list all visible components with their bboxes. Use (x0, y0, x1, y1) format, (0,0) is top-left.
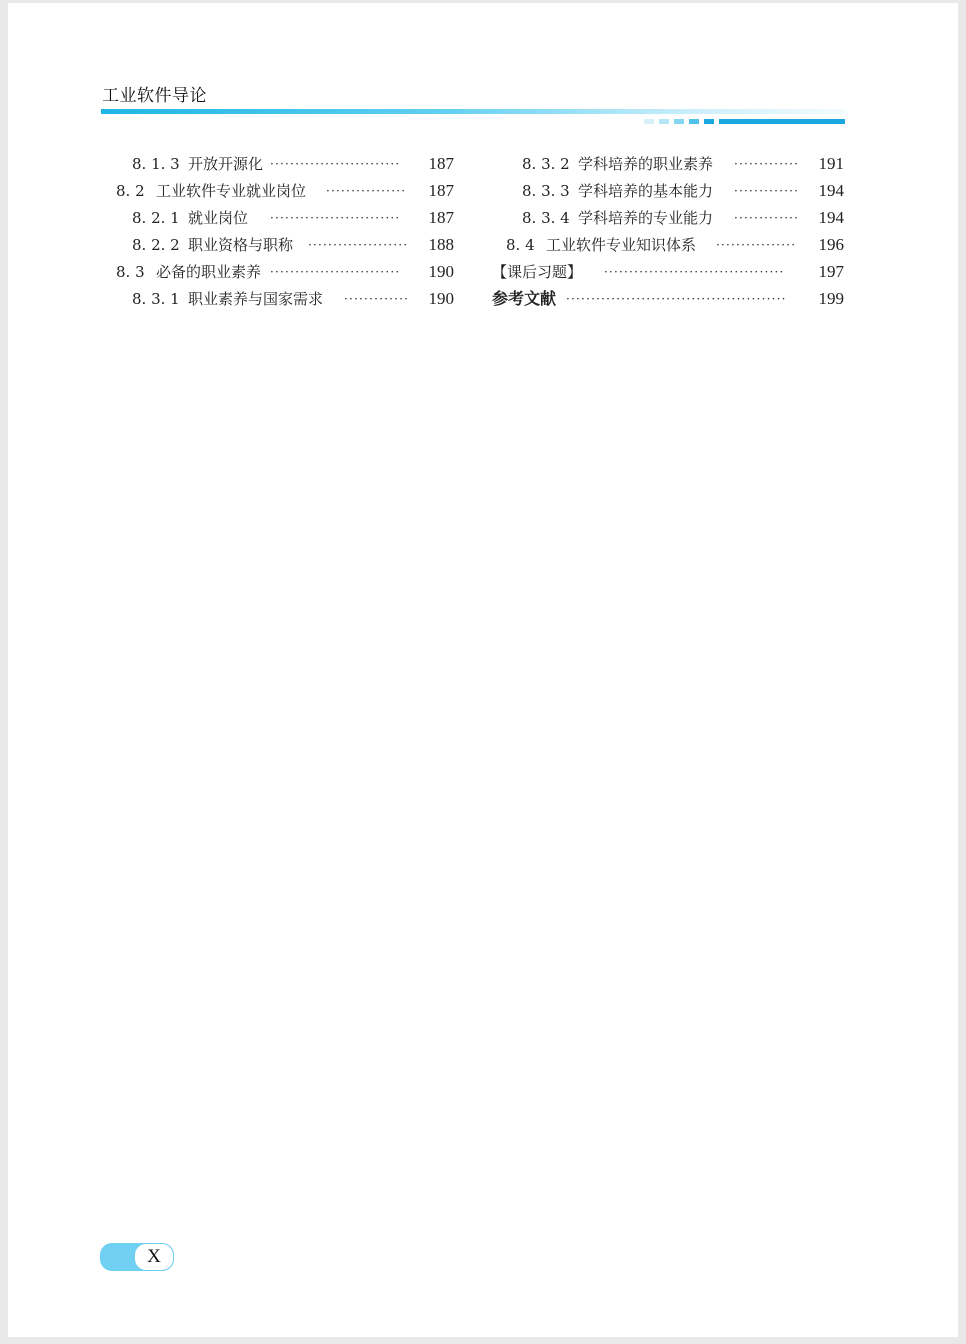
page-number-label: X (134, 1243, 174, 1271)
header-decor-square (644, 119, 654, 124)
header-decor-square (689, 119, 699, 124)
toc-number: 8. 1. 3 (132, 155, 180, 173)
toc-dot-leader: ············· (734, 184, 800, 198)
toc-number: 8. 2 (116, 182, 145, 200)
toc-title: 必备的职业素养 (156, 263, 262, 281)
header-gradient-rule (101, 109, 845, 114)
toc-dot-leader: ············· (734, 157, 800, 171)
toc-page-number: 194 (818, 208, 844, 227)
toc-number: 8. 4 (506, 236, 535, 254)
toc-entry-8-2-1[interactable] (132, 206, 454, 230)
header-decor-square (704, 119, 714, 124)
toc-title: 职业素养与国家需求 (188, 290, 324, 308)
toc-page-number: 197 (818, 262, 844, 281)
toc-dot-leader: ············································ (566, 292, 787, 306)
running-header-title: 工业软件导论 (102, 86, 207, 106)
toc-title: 工业软件专业就业岗位 (156, 182, 307, 200)
header-decor-square (674, 119, 684, 124)
toc-number: 8. 3 (116, 263, 145, 281)
toc-page-number: 188 (428, 235, 454, 254)
toc-title: 学科培养的基本能力 (578, 182, 714, 200)
toc-page-number: 199 (818, 289, 844, 308)
toc-dot-leader: ···································· (604, 265, 785, 279)
toc-dot-leader: ················ (716, 238, 797, 252)
toc-entry-references[interactable] (492, 287, 844, 311)
toc-page-number: 190 (428, 289, 454, 308)
toc-number: 8. 3. 3 (522, 182, 570, 200)
toc-dot-leader: ················ (326, 184, 407, 198)
header-accent-rule (719, 119, 845, 124)
toc-title: 职业资格与职称 (188, 236, 294, 254)
toc-number: 8. 3. 1 (132, 290, 180, 308)
toc-entry-8-4[interactable] (506, 233, 844, 257)
toc-title: 就业岗位 (188, 209, 249, 227)
toc-dot-leader: ·························· (270, 211, 401, 225)
toc-entry-8-3[interactable] (116, 260, 454, 284)
page (8, 3, 958, 1337)
toc-entry-exercises[interactable] (492, 260, 844, 284)
toc-dot-leader: ·························· (270, 265, 401, 279)
toc-number: 8. 2. 2 (132, 236, 180, 254)
toc-page-number: 191 (818, 154, 844, 173)
toc-entry-8-3-4[interactable] (522, 206, 844, 230)
toc-page-number: 187 (428, 154, 454, 173)
header-decor-square (659, 119, 669, 124)
toc-number: 8. 2. 1 (132, 209, 180, 227)
toc-title: 【课后习题】 (492, 263, 583, 281)
toc-title: 工业软件专业知识体系 (546, 236, 697, 254)
toc-dot-leader: ············· (734, 211, 800, 225)
toc-title: 开放开源化 (188, 155, 264, 173)
toc-entry-8-3-1[interactable] (132, 287, 454, 311)
toc-number: 8. 3. 2 (522, 155, 570, 173)
toc-entry-8-3-3[interactable] (522, 179, 844, 203)
toc-entry-8-1-3[interactable] (132, 152, 454, 176)
toc-page-number: 187 (428, 208, 454, 227)
toc-number: 8. 3. 4 (522, 209, 570, 227)
toc-dot-leader: ············· (344, 292, 410, 306)
toc-entry-8-2-2[interactable] (132, 233, 454, 257)
toc-dot-leader: ···················· (308, 238, 409, 252)
toc-dot-leader: ·························· (270, 157, 401, 171)
toc-page-number: 187 (428, 181, 454, 200)
toc-title: 学科培养的专业能力 (578, 209, 714, 227)
toc-page-number: 196 (818, 235, 844, 254)
toc-title: 参考文献 (492, 289, 557, 308)
toc-page-number: 194 (818, 181, 844, 200)
toc-entry-8-2[interactable] (116, 179, 454, 203)
toc-entry-8-3-2[interactable] (522, 152, 844, 176)
toc-page-number: 190 (428, 262, 454, 281)
toc-title: 学科培养的职业素养 (578, 155, 714, 173)
